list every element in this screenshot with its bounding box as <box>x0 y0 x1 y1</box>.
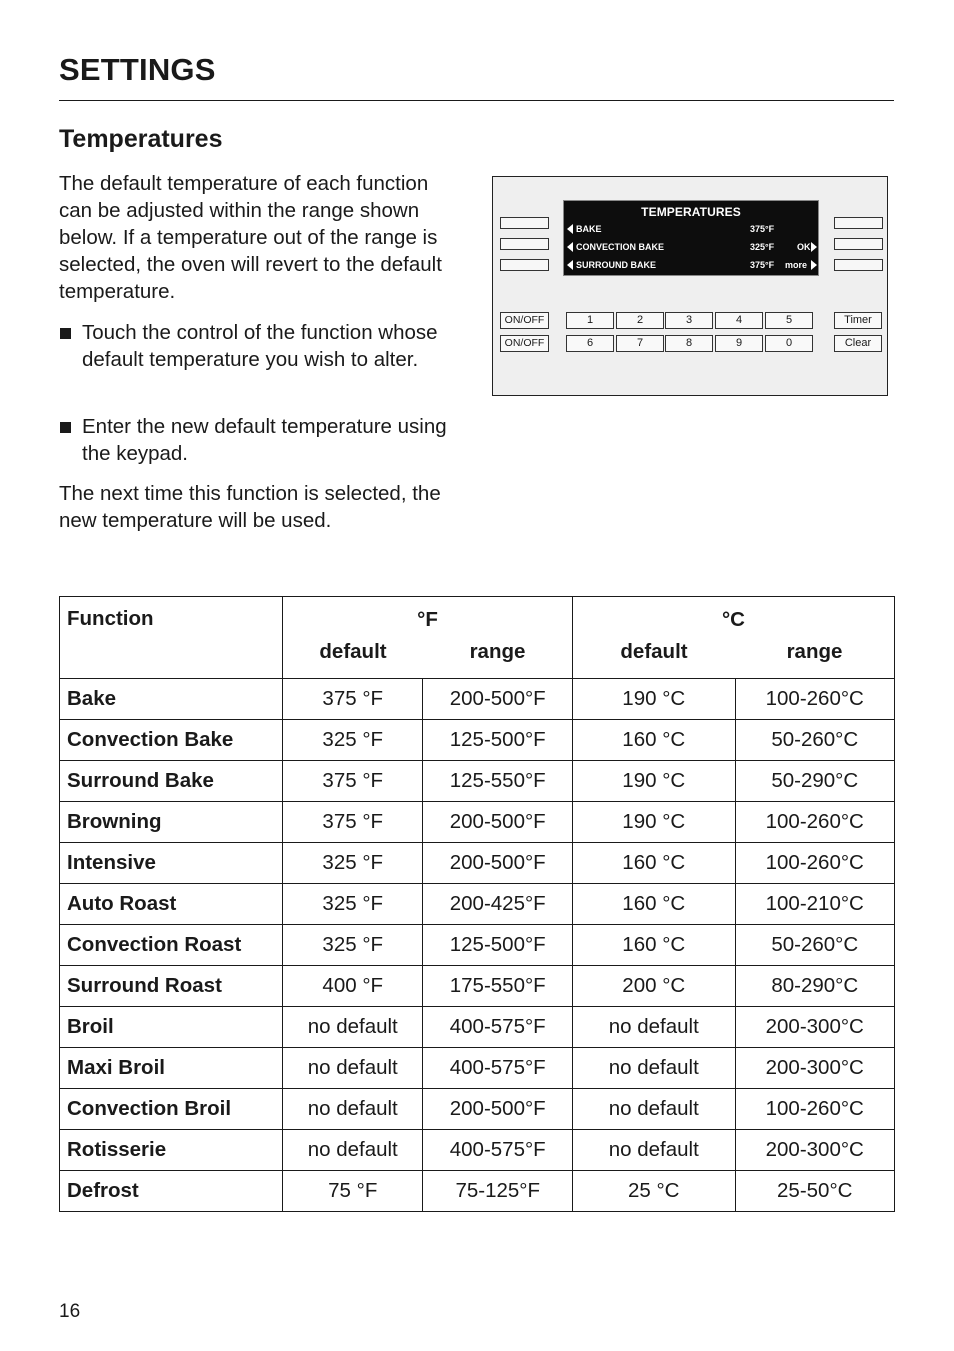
on-off-key: ON/OFF <box>500 335 549 352</box>
screen-temp-value: 375°F <box>750 260 775 270</box>
function-cell: Convection Roast <box>60 925 283 966</box>
f-default-cell: 325 °F <box>283 884 423 925</box>
f-range-cell: 75-125°F <box>423 1171 573 1212</box>
table-row <box>60 1048 895 1089</box>
bullet-text: Enter the new default temperature using the keypad. <box>82 415 447 465</box>
right-function-key <box>834 238 883 250</box>
c-default-cell: 160 °C <box>573 843 736 884</box>
f-range-cell: 175-550°F <box>423 966 573 1007</box>
c-default-cell: 190 °C <box>573 761 736 802</box>
table-header-row <box>60 597 895 679</box>
function-cell: Defrost <box>60 1171 283 1212</box>
left-arrow-icon <box>567 224 573 234</box>
sub-header-range: range <box>469 640 526 663</box>
f-range-cell: 400-575°F <box>423 1048 573 1089</box>
screen-more-label: more <box>785 260 808 270</box>
c-range-cell: 100-260°C <box>735 843 895 884</box>
display-screen <box>563 200 819 276</box>
sub-header-default: default <box>319 640 387 663</box>
f-range-cell: 200-500°F <box>423 802 573 843</box>
timer-key: Timer <box>834 312 882 329</box>
function-cell: Surround Roast <box>60 966 283 1007</box>
function-cell: Bake <box>60 679 283 720</box>
c-default-cell: no default <box>573 1089 736 1130</box>
f-range-cell: 400-575°F <box>423 1007 573 1048</box>
c-default-cell: 190 °C <box>573 802 736 843</box>
c-range-cell: 200-300°C <box>735 1007 895 1048</box>
f-default-cell: no default <box>283 1048 423 1089</box>
f-default-cell: 375 °F <box>283 802 423 843</box>
keypad-key-9: 9 <box>715 335 763 352</box>
f-default-cell: 75 °F <box>283 1171 423 1212</box>
table-row <box>60 802 895 843</box>
keypad-key-3: 3 <box>665 312 713 329</box>
bullet-square-icon <box>60 328 71 339</box>
keypad-key-0: 0 <box>765 335 813 352</box>
table-row <box>60 843 895 884</box>
f-default-cell: no default <box>283 1089 423 1130</box>
function-cell: Maxi Broil <box>60 1048 283 1089</box>
bullet-square-icon <box>60 422 71 433</box>
f-range-cell: 200-425°F <box>423 884 573 925</box>
function-cell: Convection Broil <box>60 1089 283 1130</box>
right-arrow-icon <box>811 242 817 252</box>
function-cell: Convection Bake <box>60 720 283 761</box>
c-range-cell: 100-260°C <box>735 679 895 720</box>
keypad-key-4: 4 <box>715 312 763 329</box>
c-default-cell: 25 °C <box>573 1171 736 1212</box>
sub-header-default: default <box>620 640 688 663</box>
table-row <box>60 966 895 1007</box>
f-range-cell: 400-575°F <box>423 1130 573 1171</box>
f-range-cell: 125-550°F <box>423 761 573 802</box>
unit-f-label: °F <box>417 608 438 631</box>
page-title: SETTINGS <box>59 52 216 87</box>
bullet-text: Touch the control of the function whose default temperature you wish to alter. <box>82 321 438 371</box>
function-cell: Auto Roast <box>60 884 283 925</box>
screen-function-label: BAKE <box>576 224 602 234</box>
f-default-cell: 375 °F <box>283 761 423 802</box>
c-default-cell: no default <box>573 1130 736 1171</box>
screen-row <box>567 223 817 236</box>
c-range-cell: 100-210°C <box>735 884 895 925</box>
keypad-key-8: 8 <box>665 335 713 352</box>
screen-row <box>567 241 817 254</box>
right-function-key <box>834 259 883 271</box>
function-cell: Surround Bake <box>60 761 283 802</box>
c-range-cell: 80-290°C <box>735 966 895 1007</box>
left-function-key <box>500 238 549 250</box>
table-row <box>60 1007 895 1048</box>
left-arrow-icon <box>567 242 573 252</box>
c-range-cell: 100-260°C <box>735 1089 895 1130</box>
c-range-cell: 50-290°C <box>735 761 895 802</box>
c-default-cell: 160 °C <box>573 925 736 966</box>
c-range-cell: 50-260°C <box>735 925 895 966</box>
c-range-cell: 25-50°C <box>735 1171 895 1212</box>
f-default-cell: 375 °F <box>283 679 423 720</box>
clear-key: Clear <box>834 335 882 352</box>
table-row <box>60 1130 895 1171</box>
c-range-cell: 200-300°C <box>735 1048 895 1089</box>
table-row <box>60 1089 895 1130</box>
c-default-cell: 190 °C <box>573 679 736 720</box>
keypad-key-5: 5 <box>765 312 813 329</box>
c-default-cell: 160 °C <box>573 720 736 761</box>
keypad-key-1: 1 <box>566 312 614 329</box>
intro-paragraph: The default temperature of each function can be adjusted within the range shown below. If a temperature out of the range is selected, the oven will revert to the default temperature. <box>59 172 442 303</box>
c-range-cell: 50-260°C <box>735 720 895 761</box>
keypad-key-2: 2 <box>616 312 664 329</box>
f-default-cell: no default <box>283 1007 423 1048</box>
outro-paragraph: The next time this function is selected, the new temperature will be used. <box>59 482 441 532</box>
keypad-key-7: 7 <box>616 335 664 352</box>
title-divider <box>59 100 894 101</box>
screen-title: TEMPERATURES <box>641 205 741 219</box>
table-row <box>60 720 895 761</box>
f-range-cell: 125-500°F <box>423 720 573 761</box>
c-range-cell: 200-300°C <box>735 1130 895 1171</box>
function-cell: Intensive <box>60 843 283 884</box>
unit-c-label: °C <box>721 608 745 631</box>
table-row <box>60 679 895 720</box>
right-arrow-icon <box>811 260 817 270</box>
keypad-key-6: 6 <box>566 335 614 352</box>
table-row <box>60 925 895 966</box>
function-cell: Rotisserie <box>60 1130 283 1171</box>
table-row <box>60 761 895 802</box>
f-default-cell: 400 °F <box>283 966 423 1007</box>
screen-function-label: CONVECTION BAKE <box>576 242 665 252</box>
right-function-key <box>834 217 883 229</box>
screen-ok-label: OK <box>797 242 811 252</box>
header-function: Function <box>60 597 283 679</box>
screen-temp-value: 325°F <box>750 242 775 252</box>
f-default-cell: 325 °F <box>283 925 423 966</box>
f-range-cell: 125-500°F <box>423 925 573 966</box>
page-number: 16 <box>59 1301 81 1322</box>
table-row <box>60 1171 895 1212</box>
section-heading: Temperatures <box>59 125 223 153</box>
c-default-cell: no default <box>573 1048 736 1089</box>
c-default-cell: 160 °C <box>573 884 736 925</box>
sub-header-range: range <box>786 640 843 663</box>
screen-function-label: SURROUND BAKE <box>576 260 657 270</box>
table-row <box>60 884 895 925</box>
f-range-cell: 200-500°F <box>423 1089 573 1130</box>
header-fahrenheit <box>283 597 573 679</box>
control-panel-illustration <box>492 176 888 396</box>
f-range-cell: 200-500°F <box>423 679 573 720</box>
header-celsius <box>573 597 895 679</box>
temperatures-table <box>59 596 895 1212</box>
screen-temp-value: 375°F <box>750 224 775 234</box>
c-default-cell: no default <box>573 1007 736 1048</box>
f-range-cell: 200-500°F <box>423 843 573 884</box>
f-default-cell: 325 °F <box>283 720 423 761</box>
function-cell: Broil <box>60 1007 283 1048</box>
left-function-key <box>500 217 549 229</box>
function-cell: Browning <box>60 802 283 843</box>
screen-row <box>567 259 817 272</box>
on-off-key: ON/OFF <box>500 312 549 329</box>
left-arrow-icon <box>567 260 573 270</box>
f-default-cell: no default <box>283 1130 423 1171</box>
left-function-key <box>500 259 549 271</box>
c-range-cell: 100-260°C <box>735 802 895 843</box>
f-default-cell: 325 °F <box>283 843 423 884</box>
c-default-cell: 200 °C <box>573 966 736 1007</box>
